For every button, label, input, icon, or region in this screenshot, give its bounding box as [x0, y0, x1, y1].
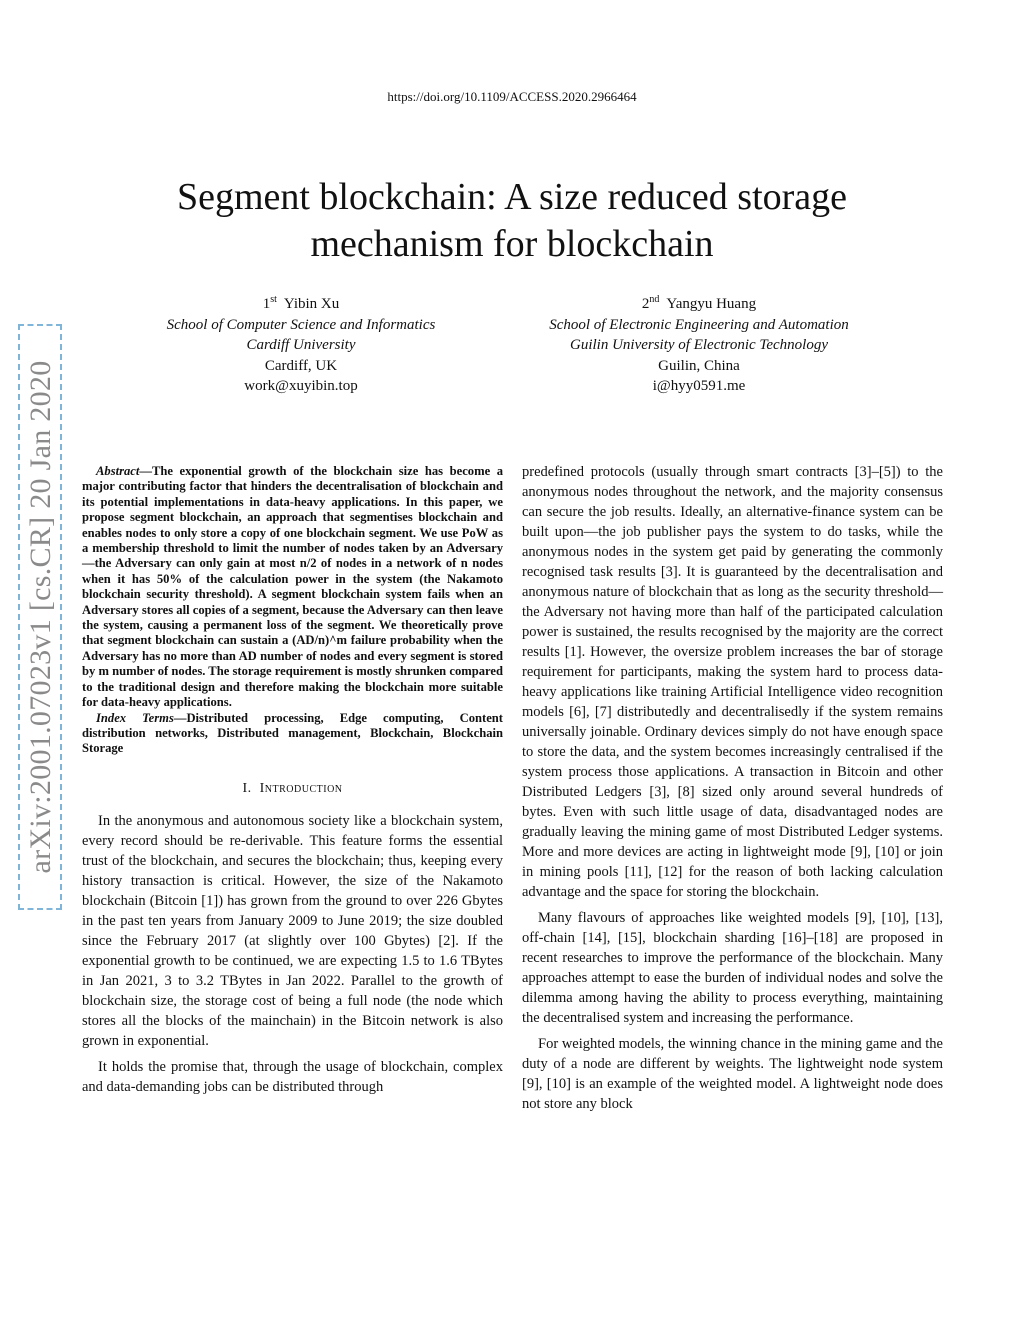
abstract-label: Abstract: [96, 464, 140, 478]
title-line-1: Segment blockchain: A size reduced storage: [176, 176, 848, 218]
author-email[interactable]: i@hyy0591.me: [652, 378, 746, 395]
author-block-1: [106, 290, 496, 397]
author-school: School of Electronic Engineering and Automation: [549, 316, 849, 333]
author-name: 2nd Yangyu Huang: [641, 294, 757, 312]
author-block-2: [504, 290, 894, 397]
author-location: Cardiff, UK: [264, 357, 338, 374]
author-name: 1st Yibin Xu: [262, 294, 340, 312]
abstract-text: —The exponential growth of the blockchain size has become a major contributing factor that hinders the decentralisation of blockchain and its potential implementations in data-heavy applications. In this paper, we propose segment blockchain, an approach that segmentises blockchain and enables nodes to only store a copy of one blockchain segment. We use PoW as a membership threshold to limit the number of nodes taken by an Adversary—the Adversary can only gain at most n/2 of nodes in a network of n nodes when it has 50% of the calculation power in the system (the Nakamoto blockchain security threshold). A segment blockchain system fails when an Adversary stores all copies of a segment, because the Adversary can then leave the system, causing a permanent loss of the segment. We theoretically prove that segment blockchain can sustain a (AD/n)^m failure probability when the Adversary has no more than AD number of nodes and every segment is stored by m number of nodes. The storage requirement is mostly shrunken compared to the traditional design and therefore making the blockchain more suitable for data-heavy applications.: [82, 464, 503, 710]
abstract: [82, 464, 503, 711]
author-location: Guilin, China: [658, 357, 740, 374]
index-terms-label: Index Terms: [96, 710, 174, 725]
author-email[interactable]: work@xuyibin.top: [244, 378, 358, 395]
index-terms: [82, 711, 503, 757]
arxiv-identifier[interactable]: arXiv:2001.07023v1 [cs.CR] 20 Jan 2020: [24, 360, 57, 874]
body-paragraph-2: Many flavours of approaches like weighted models [9], [10], [13], off-chain [14], [15], blockchain sharding [16]–[18] are proposed in recent researches to improve the performance of the blockchain. Many approaches attempt to ease the burden of individual nodes and solve the dilemma among having the ability to process everything, maintaining the decentralised system and increasing the performance.: [522, 910, 943, 1026]
body-paragraph-continued: predefined protocols (usually through smart contracts [3]–[5]) to the anonymous nodes throughout the network, and the majority consensus can secure the job results. Ideally, an alternative-finance system can be built upon—the job publisher pays the system to do tasks, while the anonymous nodes in the system get paid by generating the commonly recognised task results [3]. It is guaranteed by the decentralisation and anonymous nature of blockchain that as long as the security threshold—the Adversary not having more than half of the participated calculation power is sustained, the results recognised by the majority are the correct results [1]. However, the oversize problem increases the bar of storage requirement for participants, making the system hard to process data-heavy applications like training Artificial Intelligence video recognition models [6], [7] distributedly and decentralisedly if the system remains universally joinable. Ordinary devices simply do not have enough space to store the data, and the system becomes increasingly centralised if the system process those applications. A transaction in Bitcoin and other Distributed Ledgers [3], [8] sized only around several hundreds of bytes. Even with such little usage of data, disadvantaged nodes are gradually leaving the mining game of most Distributed Ledger systems. More and more devices are acting in lightweight mode [9], [10] or join in mining pools [11], [12] for the reason of both lacking calculation advantage and the space for storing the blockchain.: [522, 464, 943, 900]
right-column: [522, 462, 943, 1120]
body-paragraph-3: For weighted models, the winning chance in the mining game and the duty of a node are different by weights. The lightweight node system [9], [10] is an example of the weighted model. A lightweight node does not store any block: [522, 1036, 943, 1112]
author-school: School of Computer Science and Informatics: [166, 316, 436, 333]
author-university: Cardiff University: [246, 337, 356, 354]
intro-paragraph-1: In the anonymous and autonomous society like a blockchain system, every record should be re-derivable. This feature forms the essential trust of the blockchain, and secures the blockchain; thus, keeping every history transaction is critical. However, the size of the Nakamoto blockchain (Bitcoin [1]) has grown from the ground to over 226 Gbytes in the past ten years from January 2009 to June 2019; the size doubled since the February 2017 (at slightly over 100 Gbytes) [2]. If the exponential growth to be continued, we are expecting 1.5 to 1.6 TBytes in Jan 2021, 3 to 3.2 TBytes in Jan 2022. Parallel to the growth of blockchain size, the storage cost of being a full node (the node which stores all the blocks of the mainchain) in the Bitcoin network is also grown in exponential.: [82, 812, 503, 1049]
title-line-2: mechanism for blockchain: [310, 223, 714, 265]
intro-paragraph-2: It holds the promise that, through the usage of blockchain, complex and data-demanding jobs can be distributed through: [82, 1058, 503, 1095]
paper-title: [100, 174, 924, 268]
section-heading: I. Introduction: [242, 780, 343, 796]
index-terms-text: —Distributed processing, Edge computing, Content distribution networks, Distributed management, Blockchain, Blockchain Storage: [82, 710, 503, 756]
left-column: [82, 462, 503, 1103]
doi-link[interactable]: https://doi.org/10.1109/ACCESS.2020.2966464: [387, 89, 637, 104]
author-university: Guilin University of Electronic Technology: [569, 337, 828, 354]
